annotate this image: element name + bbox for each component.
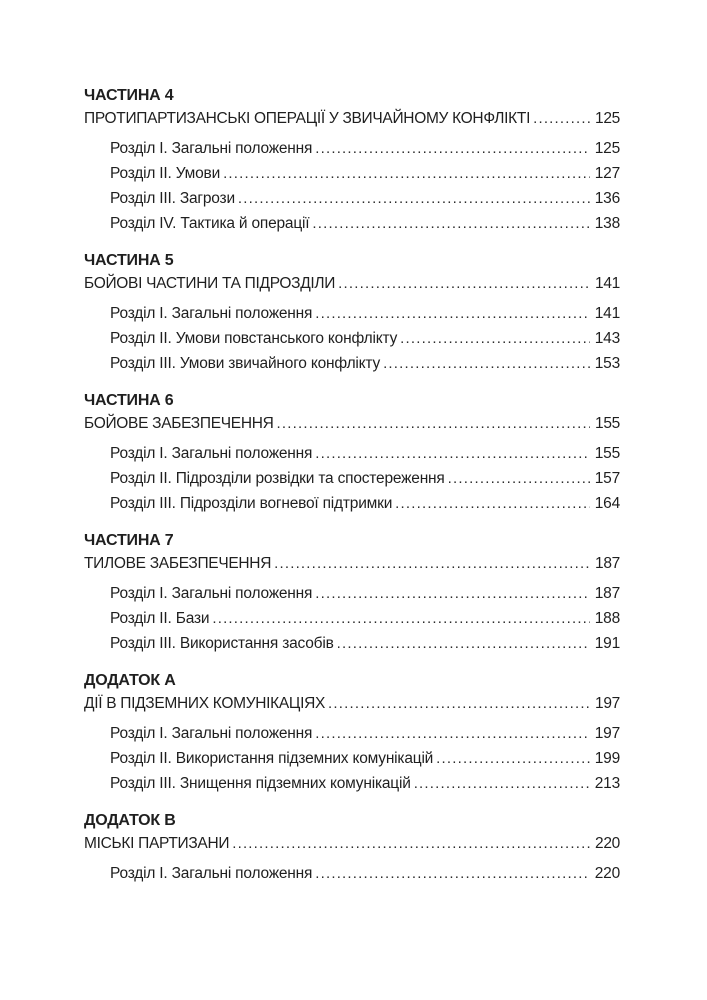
toc-entry-row: [110, 161, 620, 186]
dot-leader: [312, 211, 590, 236]
toc-entry-row: [110, 351, 620, 376]
toc-section: [84, 249, 620, 376]
page-number: 220: [595, 835, 620, 852]
dot-leader: [315, 136, 590, 161]
toc-section: [84, 389, 620, 516]
page-number: 136: [594, 190, 620, 207]
page-number: 153: [594, 355, 620, 372]
page-number: 125: [595, 110, 620, 127]
entry-list: [84, 441, 620, 516]
toc-entry-row: [110, 581, 620, 606]
dot-leader: [274, 552, 590, 575]
dot-leader: [414, 771, 590, 796]
entry-label: Розділ I. Загальні положення: [110, 585, 313, 602]
toc-entry-row: [110, 186, 620, 211]
entry-label: Розділ II. Використання підземних комунікацій: [110, 750, 434, 767]
toc-entry-row: [110, 441, 620, 466]
toc-entry-row: [110, 861, 620, 886]
page-number: 197: [594, 725, 620, 742]
page-number: 155: [594, 445, 620, 462]
entry-label: Розділ I. Загальні положення: [110, 305, 313, 322]
toc-entry-row: [110, 631, 620, 656]
entry-label: Розділ II. Умови повстанського конфлікту: [110, 330, 398, 347]
dot-leader: [238, 186, 590, 211]
part-title-row: [84, 272, 620, 295]
page-number: 155: [595, 415, 620, 432]
part-title-row: [84, 692, 620, 715]
page-number: 141: [595, 275, 620, 292]
entry-list: [84, 136, 620, 236]
page-number: 157: [594, 470, 620, 487]
page-number: 199: [594, 750, 620, 767]
entry-label: Розділ III. Загрози: [110, 190, 235, 207]
entry-label: Розділ III. Підрозділи вогневої підтримки: [110, 495, 393, 512]
entry-list: [84, 301, 620, 376]
entry-list: [84, 721, 620, 796]
dot-leader: [436, 746, 590, 771]
page-number: 197: [595, 695, 620, 712]
toc-entry-row: [110, 491, 620, 516]
dot-leader: [315, 721, 590, 746]
page-number: 143: [594, 330, 620, 347]
entry-label: Розділ III. Використання засобів: [110, 635, 334, 652]
part-title-label: БОЙОВІ ЧАСТИНИ ТА ПІДРОЗДІЛИ: [84, 275, 336, 292]
toc-entry-row: [110, 211, 620, 236]
part-heading: ЧАСТИНА 5: [84, 252, 174, 269]
part-title-row: [84, 832, 620, 855]
part-title-label: ДІЇ В ПІДЗЕМНИХ КОМУНІКАЦІЯХ: [84, 695, 326, 712]
page-number: 125: [594, 140, 620, 157]
toc-entry-row: [110, 721, 620, 746]
toc-section: [84, 84, 620, 236]
page-number: 187: [594, 585, 620, 602]
dot-leader: [395, 491, 590, 516]
entry-label: Розділ III. Знищення підземних комунікацій: [110, 775, 411, 792]
entry-label: Розділ II. Підрозділи розвідки та спостереження: [110, 470, 445, 487]
part-heading: ЧАСТИНА 7: [84, 532, 174, 549]
entry-label: Розділ I. Загальні положення: [110, 445, 313, 462]
toc-sections: [84, 84, 620, 886]
part-title-row: [84, 107, 620, 130]
entry-label: Розділ II. Умови: [110, 165, 221, 182]
page-number: 191: [594, 635, 620, 652]
page-number: 164: [594, 495, 620, 512]
dot-leader: [315, 581, 590, 606]
dot-leader: [338, 272, 590, 295]
part-title-row: [84, 552, 620, 575]
dot-leader: [232, 832, 590, 855]
part-heading: ЧАСТИНА 4: [84, 87, 174, 104]
dot-leader: [315, 441, 590, 466]
page-number: 138: [594, 215, 620, 232]
toc-entry-row: [110, 466, 620, 491]
dot-leader: [337, 631, 590, 656]
page-number: 127: [594, 165, 620, 182]
entry-list: [84, 581, 620, 656]
dot-leader: [223, 161, 590, 186]
dot-leader: [315, 861, 590, 886]
entry-label: Розділ I. Загальні положення: [110, 140, 313, 157]
toc-entry-row: [110, 771, 620, 796]
part-heading: ДОДАТОК В: [84, 812, 176, 829]
dot-leader: [328, 692, 590, 715]
toc-section: [84, 529, 620, 656]
dot-leader: [400, 326, 590, 351]
dot-leader: [448, 466, 590, 491]
toc-entry-row: [110, 746, 620, 771]
page-number: 213: [594, 775, 620, 792]
toc-entry-row: [110, 301, 620, 326]
entry-label: Розділ I. Загальні положення: [110, 725, 313, 742]
entry-label: Розділ II. Бази: [110, 610, 210, 627]
toc-entry-row: [110, 606, 620, 631]
entry-label: Розділ III. Умови звичайного конфлікту: [110, 355, 381, 372]
part-heading: ЧАСТИНА 6: [84, 392, 174, 409]
dot-leader: [315, 301, 590, 326]
toc-entry-row: [110, 326, 620, 351]
entry-label: Розділ I. Загальні положення: [110, 865, 313, 882]
part-title-label: МІСЬКІ ПАРТИЗАНИ: [84, 835, 230, 852]
page-number: 187: [595, 555, 620, 572]
page-number: 220: [594, 865, 620, 882]
dot-leader: [383, 351, 590, 376]
dot-leader: [277, 412, 591, 435]
page-number: 188: [594, 610, 620, 627]
dot-leader: [533, 107, 590, 130]
toc-entry-row: [110, 136, 620, 161]
entry-label: Розділ IV. Тактика й операції: [110, 215, 310, 232]
toc-section: [84, 669, 620, 796]
page-number: 141: [594, 305, 620, 322]
entry-list: [84, 861, 620, 886]
part-title-label: ТИЛОВЕ ЗАБЕЗПЕЧЕННЯ: [84, 555, 272, 572]
toc-section: [84, 809, 620, 886]
dot-leader: [212, 606, 590, 631]
part-heading: ДОДАТОК А: [84, 672, 176, 689]
part-title-label: БОЙОВЕ ЗАБЕЗПЕЧЕННЯ: [84, 415, 274, 432]
part-title-row: [84, 412, 620, 435]
part-title-label: ПРОТИПАРТИЗАНСЬКІ ОПЕРАЦІЇ У ЗВИЧАЙНОМУ КОНФЛІКТІ: [84, 110, 531, 127]
